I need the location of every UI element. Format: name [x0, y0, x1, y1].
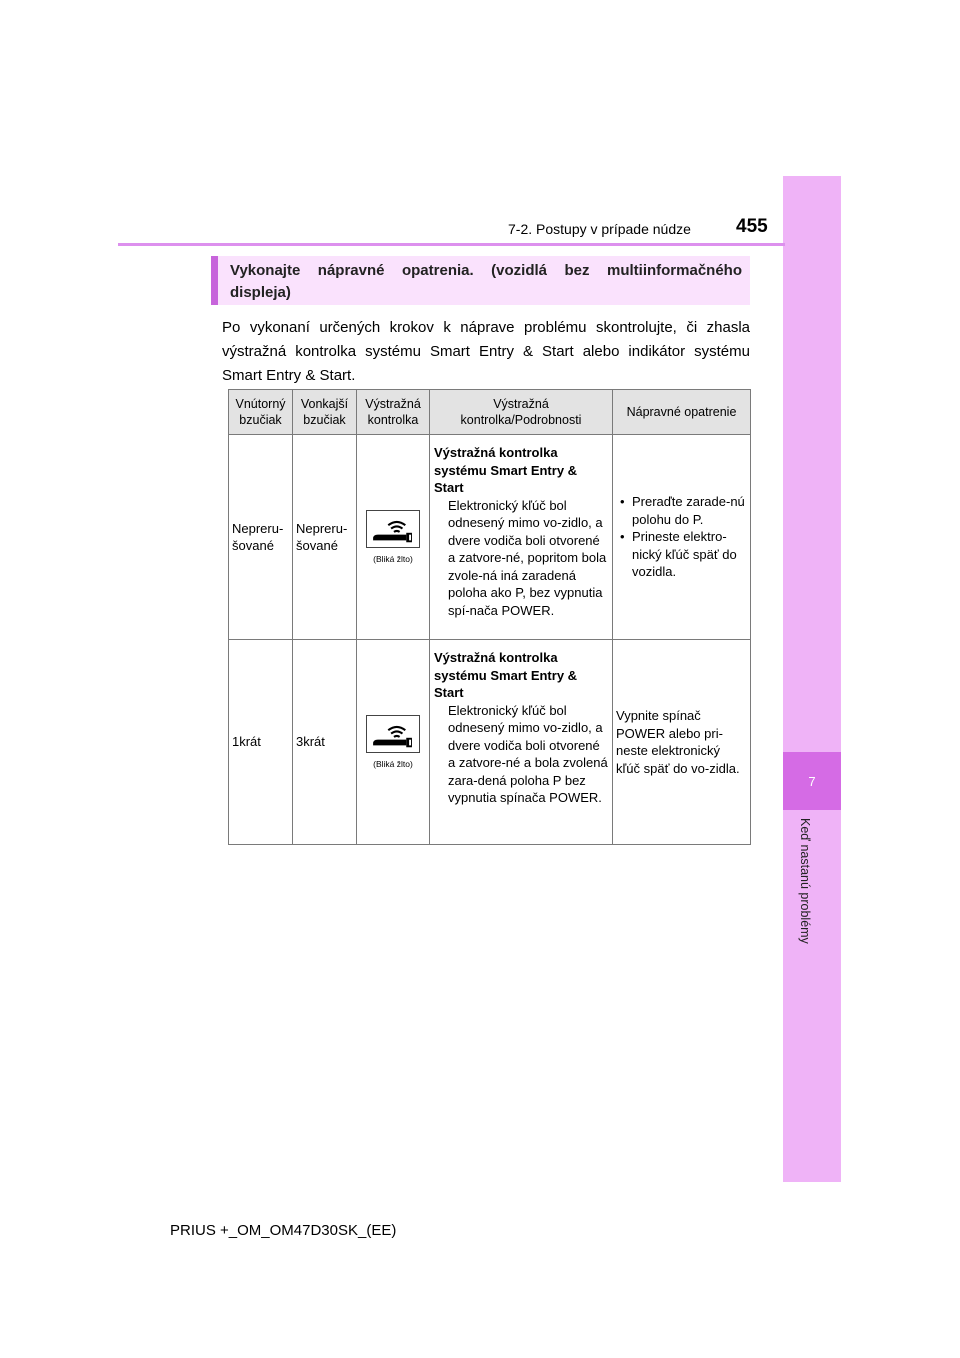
heading-line-2: displeja) [230, 284, 291, 301]
section-title: 7-2. Postupy v prípade núdze [508, 221, 691, 237]
smart-key-warning-icon [366, 715, 420, 753]
section-heading-box [211, 256, 750, 305]
detail-title: Výstražná kontrolka systému Smart Entry & Start [434, 445, 578, 495]
header-inner-buzzer: Vnútorný bzučiak [229, 390, 293, 435]
chapter-number-tab: 7 [783, 752, 841, 810]
chapter-side-tab [783, 176, 841, 1182]
intro-paragraph: Po vykonaní určených krokov k náprave problému skontrolujte, či zhasla výstražná kontrolka systému Smart Entry & Start alebo indikátor systému Smart Entry & Start. [222, 319, 750, 384]
outer-buzzer-cell: 3krát [293, 640, 357, 845]
detail-body: Elektronický kľúč bol odnesený mimo vo-zidlo, a dvere vodiča boli otvorené a zatvore-né a bola zvolená zara-dená poloha P bez vypnutia spínača POWER. [448, 702, 608, 805]
remedy-list [616, 493, 747, 581]
chapter-label: Keď nastanú problémy [798, 818, 812, 944]
header-warning-light: Výstražná kontrolka [357, 390, 430, 435]
remedy-item: • Prineste elektro-nický kľúč späť do vozidla. [616, 528, 747, 581]
details-cell [430, 435, 613, 640]
indicator-cell [357, 435, 430, 640]
heading-line-1: Vykonajte nápravné opatrenia. (vozidlá bez multiinformačného [230, 262, 742, 279]
table-header-row [229, 390, 751, 435]
remedy-cell: Vypnite spínač POWER alebo pri-neste elektronický kľúč späť do vo-zidla. [613, 640, 751, 845]
section-heading [230, 260, 742, 304]
smart-key-warning-icon [366, 510, 420, 548]
document-footer: PRIUS +_OM_OM47D30SK_(EE) [170, 1222, 397, 1239]
detail-title: Výstražná kontrolka systému Smart Entry & Start [434, 650, 578, 700]
table-row [229, 435, 751, 640]
remedy-item: • Preraďte zarade-nú polohu do P. [616, 493, 747, 528]
header-rule [118, 243, 785, 246]
details-cell [430, 640, 613, 845]
header-outer-buzzer: Vonkajší bzučiak [293, 390, 357, 435]
detail-body: Elektronický kľúč bol odnesený mimo vo-zidlo, a dvere vodiča boli otvorené a zatvore-né, popritom bola zvole-ná iná zaradená poloha ako P, bez vypnutia spí-nača POWER. [448, 497, 607, 618]
inner-buzzer-cell: 1krát [229, 640, 293, 845]
page-number: 455 [736, 216, 768, 237]
table-row [229, 640, 751, 845]
remedy-cell [613, 435, 751, 640]
header-remedy: Nápravné opatrenie [613, 390, 751, 435]
outer-buzzer-cell: Nepreru-šované [293, 435, 357, 640]
indicator-note: (Bliká žlto) [373, 554, 413, 565]
warning-table [228, 389, 751, 845]
indicator-cell [357, 640, 430, 845]
header-details: Výstražná kontrolka/Podrobnosti [430, 390, 613, 435]
inner-buzzer-cell: Nepreru-šované [229, 435, 293, 640]
indicator-note: (Bliká žlto) [373, 759, 413, 770]
